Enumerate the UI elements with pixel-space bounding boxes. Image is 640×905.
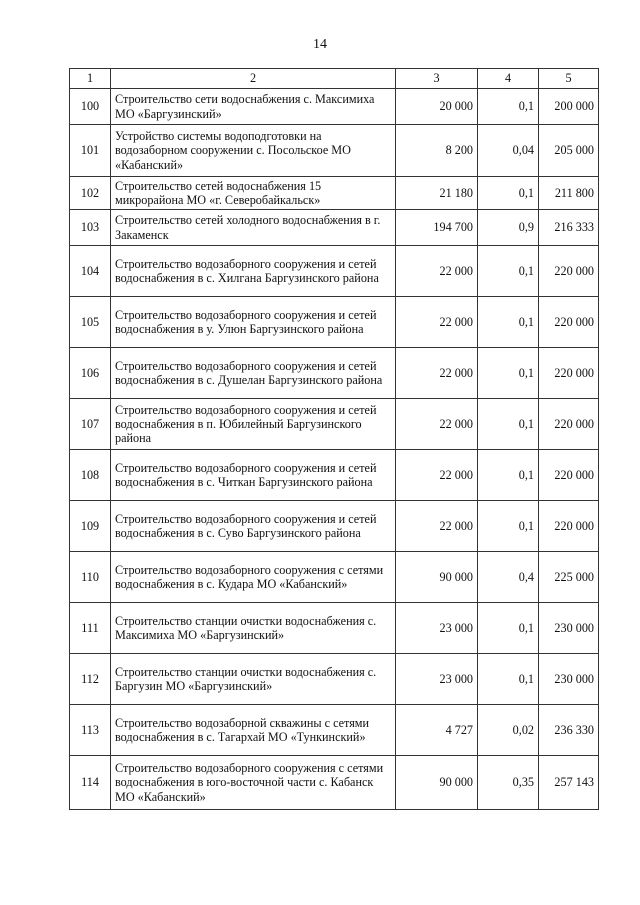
row-description: Строительство водозаборного сооружения и сетей водоснабжения в с. Душелан Баргузинского района (111, 348, 396, 399)
row-number: 108 (70, 450, 111, 501)
row-value-4: 0,1 (478, 348, 539, 399)
table-row (70, 348, 599, 399)
header-col-3: 3 (396, 69, 478, 89)
row-value-3: 4 727 (396, 705, 478, 756)
row-description: Строительство сетей холодного водоснабжения в г. Закаменск (111, 210, 396, 246)
row-value-5: 220 000 (539, 501, 599, 552)
row-value-3: 23 000 (396, 603, 478, 654)
row-number: 114 (70, 756, 111, 810)
row-value-4: 0,1 (478, 399, 539, 450)
row-value-4: 0,1 (478, 654, 539, 705)
row-value-4: 0,1 (478, 603, 539, 654)
table-row (70, 603, 599, 654)
row-value-3: 194 700 (396, 210, 478, 246)
row-value-4: 0,35 (478, 756, 539, 810)
row-value-5: 220 000 (539, 348, 599, 399)
table-row (70, 450, 599, 501)
row-value-5: 236 330 (539, 705, 599, 756)
row-number: 110 (70, 552, 111, 603)
row-value-5: 230 000 (539, 654, 599, 705)
row-description: Строительство станции очистки водоснабжения с. Максимиха МО «Баргузинский» (111, 603, 396, 654)
row-value-5: 225 000 (539, 552, 599, 603)
row-description: Строительство сети водоснабжения с. Максимиха МО «Баргузинский» (111, 89, 396, 125)
table-row (70, 125, 599, 177)
row-value-3: 20 000 (396, 89, 478, 125)
row-value-5: 200 000 (539, 89, 599, 125)
row-value-4: 0,1 (478, 177, 539, 210)
row-value-4: 0,04 (478, 125, 539, 177)
row-number: 113 (70, 705, 111, 756)
row-value-4: 0,4 (478, 552, 539, 603)
row-number: 103 (70, 210, 111, 246)
row-value-5: 230 000 (539, 603, 599, 654)
row-value-3: 90 000 (396, 756, 478, 810)
row-number: 105 (70, 297, 111, 348)
row-description: Строительство сетей водоснабжения 15 микрорайона МО «г. Северобайкальск» (111, 177, 396, 210)
table-row (70, 177, 599, 210)
row-number: 102 (70, 177, 111, 210)
row-description: Строительство водозаборного сооружения с сетями водоснабжения в юго-восточной части с. Кабанск МО «Кабанский» (111, 756, 396, 810)
row-number: 111 (70, 603, 111, 654)
row-value-5: 257 143 (539, 756, 599, 810)
table-row (70, 501, 599, 552)
row-value-3: 8 200 (396, 125, 478, 177)
row-description: Строительство водозаборного сооружения и сетей водоснабжения в с. Читкан Баргузинского района (111, 450, 396, 501)
header-col-2: 2 (111, 69, 396, 89)
row-value-5: 220 000 (539, 399, 599, 450)
row-number: 109 (70, 501, 111, 552)
row-description: Строительство водозаборного сооружения и сетей водоснабжения в с. Суво Баргузинского района (111, 501, 396, 552)
table-row (70, 399, 599, 450)
row-value-4: 0,1 (478, 450, 539, 501)
row-value-4: 0,9 (478, 210, 539, 246)
table-row (70, 297, 599, 348)
row-value-3: 90 000 (396, 552, 478, 603)
row-value-5: 205 000 (539, 125, 599, 177)
row-description: Строительство водозаборной скважины с сетями водоснабжения в с. Тагархай МО «Тункинский» (111, 705, 396, 756)
table-row (70, 246, 599, 297)
page-number: 14 (313, 37, 327, 52)
row-number: 100 (70, 89, 111, 125)
table-row (70, 654, 599, 705)
row-description: Строительство водозаборного сооружения и сетей водоснабжения в с. Хилгана Баргузинского района (111, 246, 396, 297)
row-value-3: 22 000 (396, 399, 478, 450)
header-row (70, 69, 599, 89)
header-col-1: 1 (70, 69, 111, 89)
row-value-3: 22 000 (396, 297, 478, 348)
row-value-3: 21 180 (396, 177, 478, 210)
row-value-3: 22 000 (396, 450, 478, 501)
table-row (70, 89, 599, 125)
row-description: Строительство водозаборного сооружения и сетей водоснабжения в п. Юбилейный Баргузинского района (111, 399, 396, 450)
row-number: 107 (70, 399, 111, 450)
row-value-4: 0,1 (478, 297, 539, 348)
row-value-4: 0,1 (478, 246, 539, 297)
row-description: Строительство водозаборного сооружения и сетей водоснабжения в у. Улюн Баргузинского района (111, 297, 396, 348)
row-description: Строительство станции очистки водоснабжения с. Баргузин МО «Баргузинский» (111, 654, 396, 705)
row-value-4: 0,02 (478, 705, 539, 756)
data-table (69, 68, 599, 810)
header-col-4: 4 (478, 69, 539, 89)
row-value-4: 0,1 (478, 89, 539, 125)
row-value-3: 22 000 (396, 246, 478, 297)
row-description: Строительство водозаборного сооружения с сетями водоснабжения в с. Кудара МО «Кабанский» (111, 552, 396, 603)
row-description: Устройство системы водоподготовки на водозаборном сооружении с. Посольское МО «Кабанский» (111, 125, 396, 177)
row-number: 106 (70, 348, 111, 399)
row-value-3: 22 000 (396, 501, 478, 552)
row-number: 104 (70, 246, 111, 297)
table-row (70, 210, 599, 246)
table-row (70, 705, 599, 756)
row-value-5: 220 000 (539, 297, 599, 348)
row-value-5: 216 333 (539, 210, 599, 246)
table-row (70, 756, 599, 810)
row-value-5: 211 800 (539, 177, 599, 210)
row-value-3: 22 000 (396, 348, 478, 399)
row-value-5: 220 000 (539, 450, 599, 501)
row-value-4: 0,1 (478, 501, 539, 552)
row-value-5: 220 000 (539, 246, 599, 297)
header-col-5: 5 (539, 69, 599, 89)
table-row (70, 552, 599, 603)
row-value-3: 23 000 (396, 654, 478, 705)
row-number: 101 (70, 125, 111, 177)
row-number: 112 (70, 654, 111, 705)
